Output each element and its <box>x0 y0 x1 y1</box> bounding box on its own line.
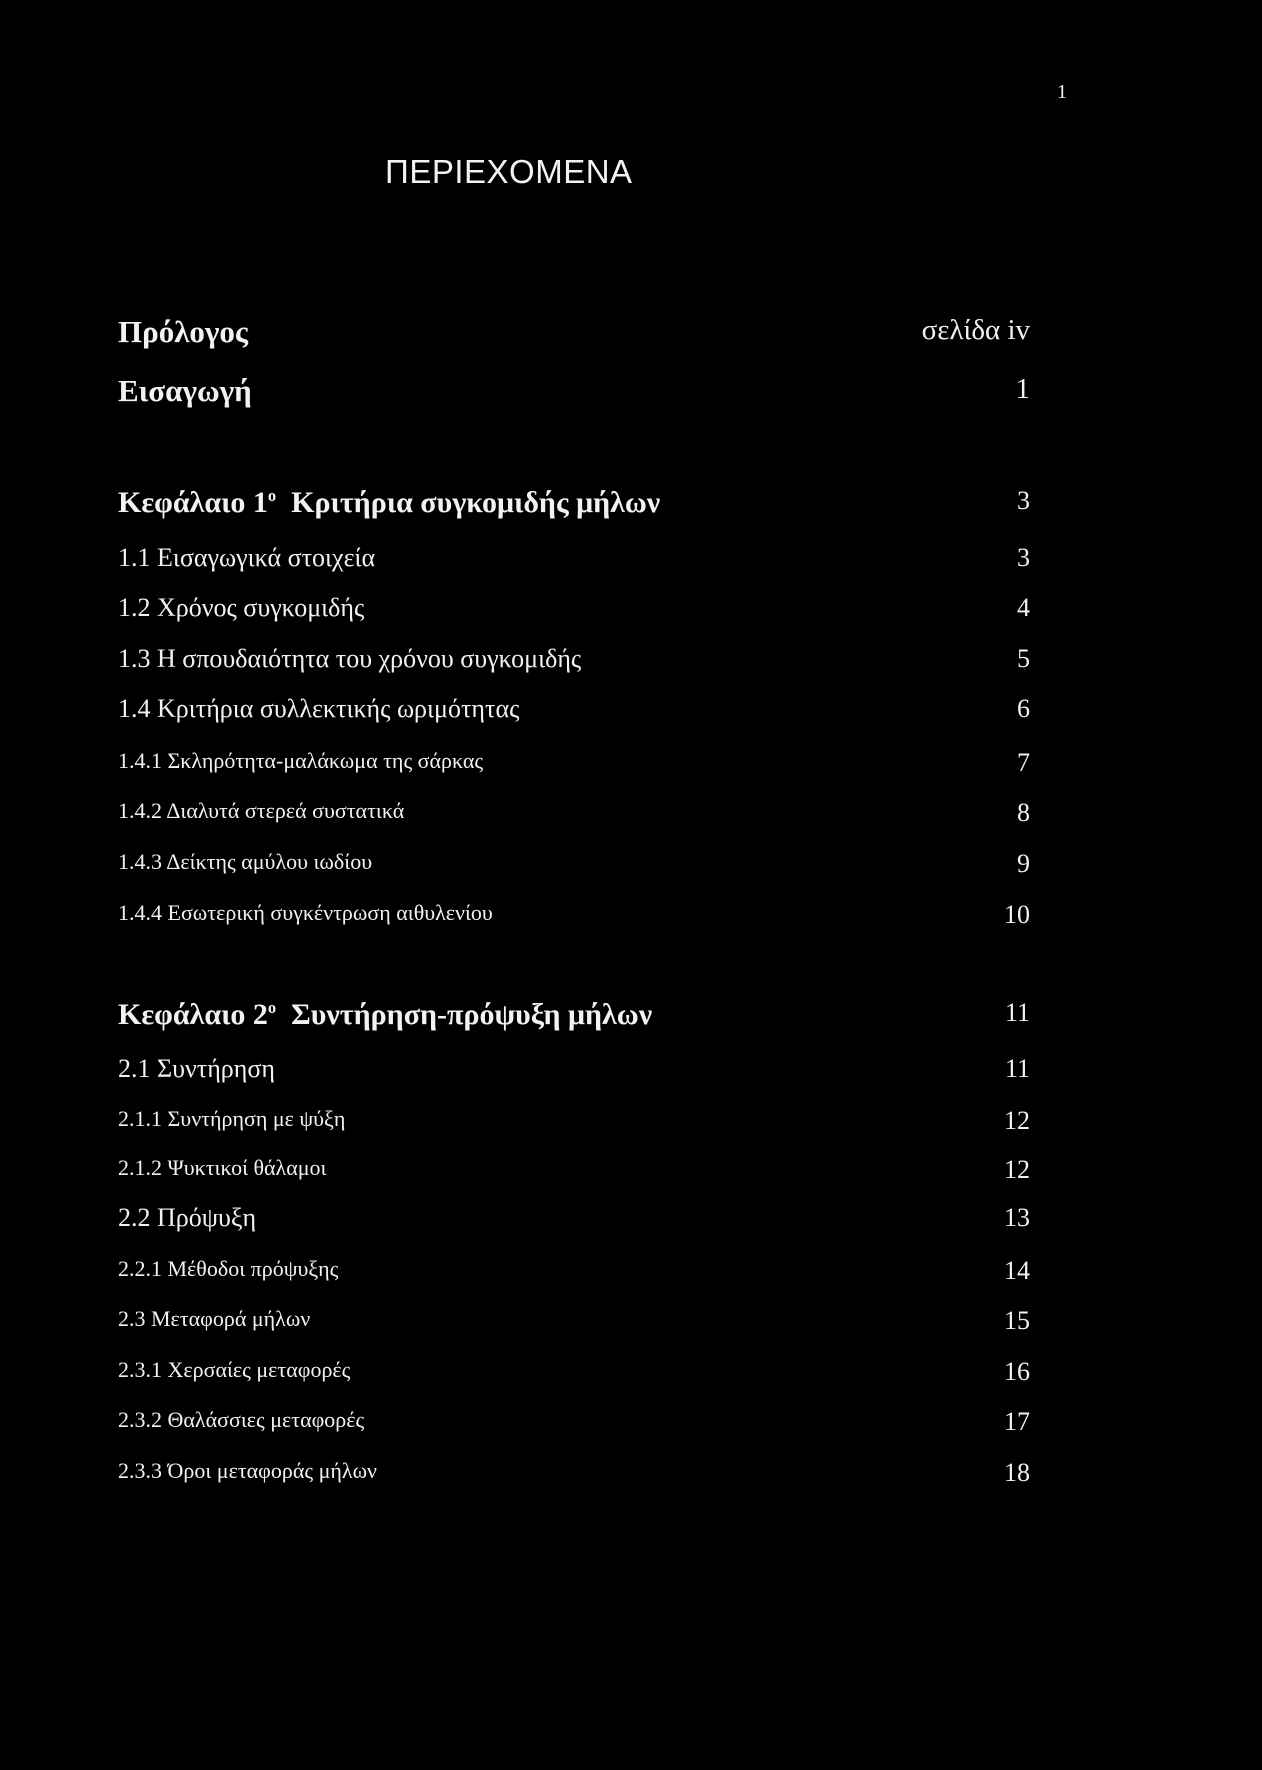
toc-entry <box>0 1155 1262 1195</box>
toc-page: 12 <box>1004 1106 1030 1135</box>
toc-page: 17 <box>1004 1407 1030 1436</box>
toc-page: 7 <box>1017 748 1030 777</box>
toc-page: 3 <box>1017 543 1030 572</box>
toc-label: Εισαγωγή <box>118 373 252 408</box>
toc-entry <box>0 644 1262 684</box>
toc-label: 2.1.2 Ψυκτικοί θάλαμοι <box>118 1155 327 1180</box>
toc-entry <box>0 1054 1262 1094</box>
chapter-ordinal: ο <box>267 486 277 505</box>
toc-page: 3 <box>1017 486 1030 515</box>
chapter-ordinal: ο <box>267 998 277 1017</box>
toc-entry <box>0 1458 1262 1498</box>
toc-page: 8 <box>1017 798 1030 827</box>
toc-entry <box>0 1203 1262 1243</box>
toc-label: 2.3 Μεταφορά μήλων <box>118 1306 311 1331</box>
toc-chapter-1-heading <box>0 486 1262 526</box>
toc-entry <box>0 849 1262 889</box>
toc-label: Πρόλογος <box>118 314 249 349</box>
chapter-prefix: Κεφάλαιο 1 <box>118 486 268 519</box>
toc-page: 6 <box>1017 694 1030 723</box>
toc-label: 1.4.2 Διαλυτά στερεά συστατικά <box>118 798 405 823</box>
toc-page: 12 <box>1004 1155 1030 1184</box>
toc-page: 15 <box>1004 1306 1030 1335</box>
toc-label: 2.1.1 Συντήρηση με ψύξη <box>118 1106 346 1131</box>
toc-page: 5 <box>1017 644 1030 673</box>
toc-entry-introduction <box>0 373 1262 413</box>
toc-page: 9 <box>1017 849 1030 878</box>
toc-entry <box>0 694 1262 734</box>
toc-entry <box>0 748 1262 788</box>
toc-page: 14 <box>1004 1256 1030 1285</box>
toc-label: 1.4 Κριτήρια συλλεκτικής ωριμότητας <box>118 694 520 723</box>
toc-page: 18 <box>1004 1458 1030 1487</box>
toc-label: 2.3.2 Θαλάσσιες μεταφορές <box>118 1407 365 1432</box>
toc-entry <box>0 1357 1262 1397</box>
toc-entry <box>0 900 1262 940</box>
toc-label: 1.4.3 Δείκτης αμύλου ιωδίου <box>118 849 373 874</box>
toc-page: 11 <box>1004 998 1030 1027</box>
toc-label: 2.3.1 Χερσαίες μεταφορές <box>118 1357 351 1382</box>
chapter-heading <box>118 998 652 1032</box>
toc-entry-prologue <box>0 314 1262 354</box>
chapter-prefix: Κεφάλαιο 2 <box>118 998 268 1031</box>
toc-label: 1.4.4 Εσωτερική συγκέντρωση αιθυλενίου <box>118 900 493 925</box>
toc-label: 1.2 Χρόνος συγκομιδής <box>118 593 365 622</box>
toc-label: 1.3 Η σπουδαιότητα του χρόνου συγκομιδής <box>118 644 582 673</box>
toc-page: 13 <box>1004 1203 1030 1232</box>
chapter-title: Συντήρηση-πρόψυξη μήλων <box>291 998 653 1031</box>
toc-label: 2.3.3 Όροι μεταφοράς μήλων <box>118 1458 377 1483</box>
page-title: ΠΕΡΙΕΧΟΜΕΝΑ <box>385 153 633 190</box>
toc-label: 2.2.1 Μέθοδοι πρόψυξης <box>118 1256 339 1281</box>
toc-page: 16 <box>1004 1357 1030 1386</box>
toc-chapter-2-heading <box>0 998 1262 1038</box>
page-number: 1 <box>1057 81 1067 103</box>
toc-entry <box>0 1106 1262 1146</box>
toc-entry <box>0 543 1262 583</box>
toc-page: 1 <box>1015 373 1030 405</box>
toc-page: 4 <box>1017 593 1030 622</box>
toc-entry <box>0 1256 1262 1296</box>
toc-label: 2.1 Συντήρηση <box>118 1054 275 1083</box>
toc-page: 10 <box>1004 900 1030 929</box>
toc-page: σελίδα iv <box>921 314 1030 346</box>
chapter-heading <box>118 486 660 520</box>
toc-entry <box>0 1306 1262 1346</box>
toc-label: 1.4.1 Σκληρότητα-μαλάκωμα της σάρκας <box>118 748 484 773</box>
toc-label: 2.2 Πρόψυξη <box>118 1203 257 1232</box>
toc-entry <box>0 1407 1262 1447</box>
toc-page: 11 <box>1004 1054 1030 1083</box>
toc-entry <box>0 798 1262 838</box>
chapter-title: Κριτήρια συγκομιδής μήλων <box>291 486 661 519</box>
toc-label: 1.1 Εισαγωγικά στοιχεία <box>118 543 376 572</box>
toc-entry <box>0 593 1262 633</box>
